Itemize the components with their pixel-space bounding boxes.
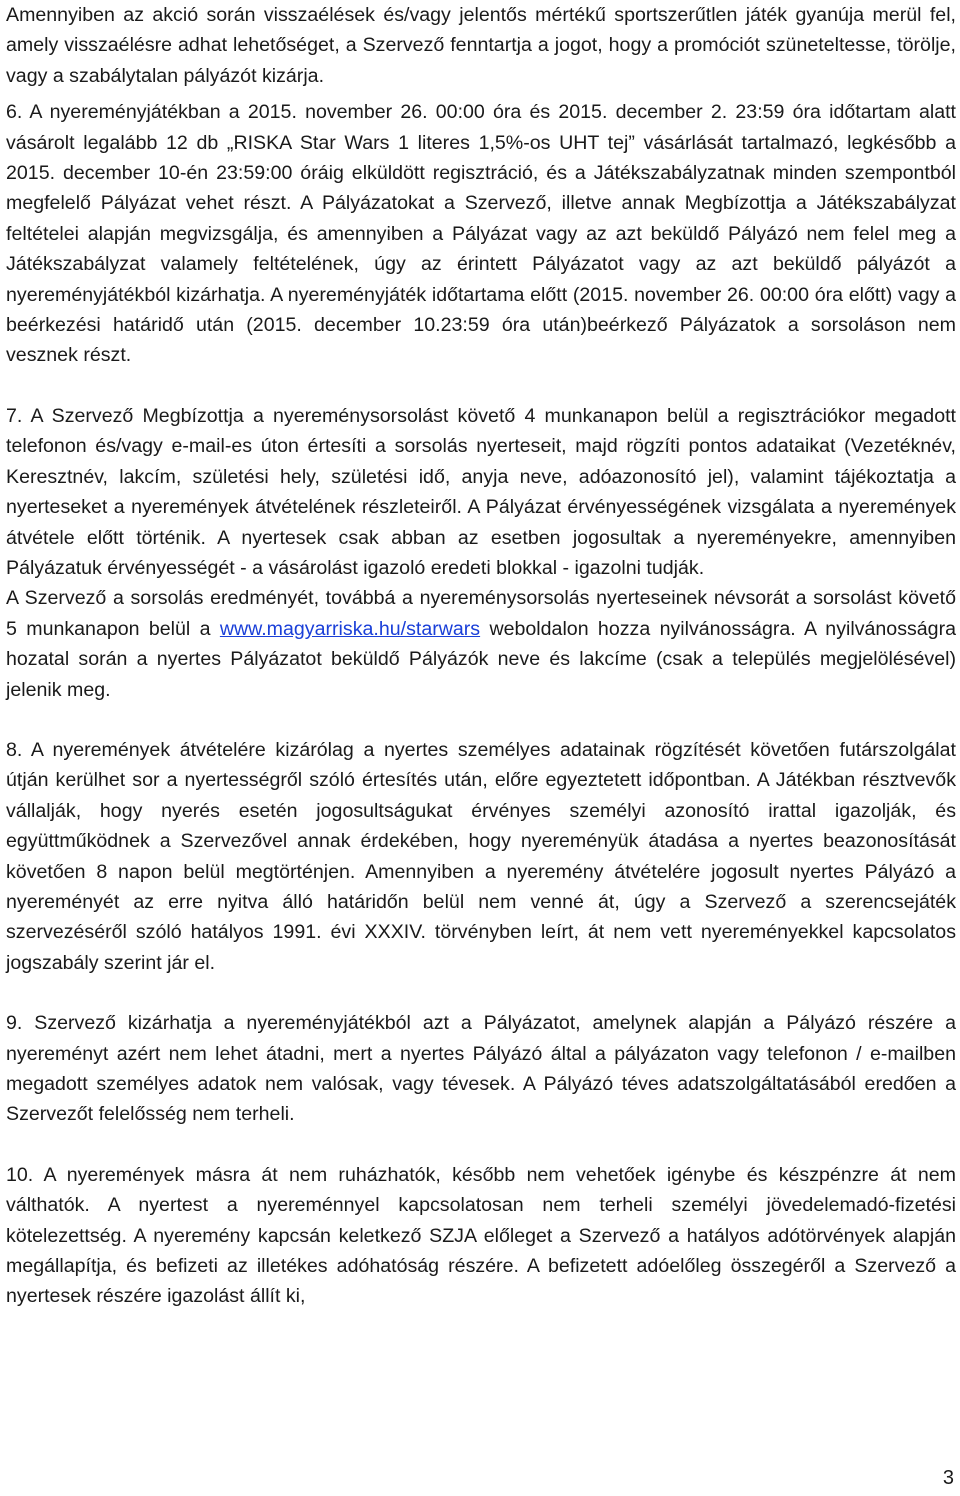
paragraph-10-prize-transfer-tax: 10. A nyeremények másra át nem ruházhatók, később nem vehetőek igénybe és készpénzre át nem válthatók. A nyertest a nyereménnyel kapcsolatosan nem terheli személyi jövedelemadó-fizetési kötelezettség. A nyeremény kapcsán keletkező SZJA előleget a Szervező a hatályos adótörvények alapján megállapítja, és befizeti az illetékes adóhatóság részére. A befizetett adóelőleg összegéről a Szervező a nyertesek részére igazolást állít ki,: [6, 1163, 956, 1308]
paragraph-8-prize-delivery: 8. A nyeremények átvételére kizárólag a nyertes személyes adatainak rögzítését követően futárszolgálat útján kerülhet sor a nyertességről szóló értesítés után, előre egyeztetett időpontban. A Játékban résztvevők vállalják, hogy nyerés esetén jogosultságukat érvényes személyi azonosító irattal igazolják, és együttműködnek a Szervezővel annak érdekében, hogy nyereményük átadása a nyertes beazonosítását követően 8 napon belül megtörténjen. Amennyiben a nyeremény átvételére jogosult nyertes Pályázó a nyereményét az erre nyitva álló határidőn belül nem venné át, úgy a Szervező a szerencsejáték szervezéséről szóló hatályos 1991. évi XXXIV. törvényben leírt, át nem vett nyereményekkel kapcsolatos jogszabály szerint jár el.: [6, 738, 956, 974]
paragraph-spacer: [6, 978, 956, 1008]
page-number: 3: [942, 1467, 954, 1489]
results-text-after-link: weboldalon hozza nyilvánosságra. A nyilvánosságra hozatal során a nyertes Pályázatot beküldő Pályázók neve és lakcíme (csak a település megjelölésével) jelenik meg.: [6, 617, 957, 701]
paragraph-7-results-publication: [6, 583, 956, 705]
paragraph-9-exclusion: 9. Szervező kizárhatja a nyereményjátékból azt a Pályázatot, amelynek alapján a Pályázó részére a nyereményt azért nem lehet átadni, mert a nyertes Pályázó által a pályázaton vagy telefonon / e-mailben megadott személyes adatok nem valósak, vagy tévesek. A Pályázó téves adatszolgáltatásából eredően a Szervezőt felelősség nem terheli.: [6, 1012, 956, 1126]
paragraph-spacer: [6, 371, 956, 401]
starwars-website-link[interactable]: www.magyarriska.hu/starwars: [219, 617, 481, 640]
paragraph-abuse-clause: Amennyiben az akció során visszaélések és/vagy jelentős mértékű sportszerűtlen játék gyanúja merül fel, amely visszaélésre adhat lehetőséget, a Szervező fenntartja a jogot, hogy a promóciót szüneteltesse, törölje, vagy a szabálytalan pályázót kizárja.: [6, 4, 956, 87]
paragraph-spacer: [6, 705, 956, 735]
document-page: [6, 0, 956, 1312]
paragraph-7-notification: 7. A Szervező Megbízottja a nyereménysorsolást követő 4 munkanapon belül a regisztrációkor megadott telefonon és/vagy e-mail-es úton értesíti a sorsolás nyerteseit, majd rögzíti pontos adataikat (Vezetéknév, Keresztnév, lakcím, születési hely, születési idő, anyja neve, adóazonosító jel), valamint tájékoztatja a nyerteseket a nyeremények átvételének részleteiről. A Pályázat érvényességének vizsgálata a nyeremények átvétele előtt történik. A nyertesek csak abban az esetben jogosultak a nyereményekre, amennyiben Pályázatuk érvényességét - a vásárolást igazoló eredeti blokkal - igazolni tudják.: [6, 404, 956, 579]
results-text-before-link: A Szervező a sorsolás eredményét, továbbá a nyereménysorsolás nyerteseinek névsorát a sorsolást követő 5 munkanapon belül a: [6, 587, 956, 640]
paragraph-6-participation: 6. A nyereményjátékban a 2015. november 26. 00:00 óra és 2015. december 2. 23:59 óra időtartam alatt vásárolt legalább 12 db „RISKA Star Wars 1 literes 1,5%-os UHT tej” vásárlását tartalmazó, legkésőbb a 2015. december 10-én 23:59:00 óráig elküldött regisztráció, és a Játékszabályzatnak minden szempontból megfelelő Pályázat vehet részt. A Pályázatokat a Szervező, illetve annak Megbízottja a Játékszabályzat feltételei alapján megvizsgálja, és amennyiben a Pályázat vagy az azt beküldő Pályázó nem felel meg a Játékszabályzat valamely feltételének, úgy az érintett Pályázatot vagy az azt beküldő pályázót a nyereményjátékból kizárhatja. A nyereményjáték időtartama előtt (2015. november 26. 00:00 óra előtt) vagy a beérkezési határidő után (2015. december 10.23:59 óra után)beérkező Pályázatok a sorsoláson nem vesznek részt.: [6, 101, 956, 367]
paragraph-spacer: [6, 1130, 956, 1160]
